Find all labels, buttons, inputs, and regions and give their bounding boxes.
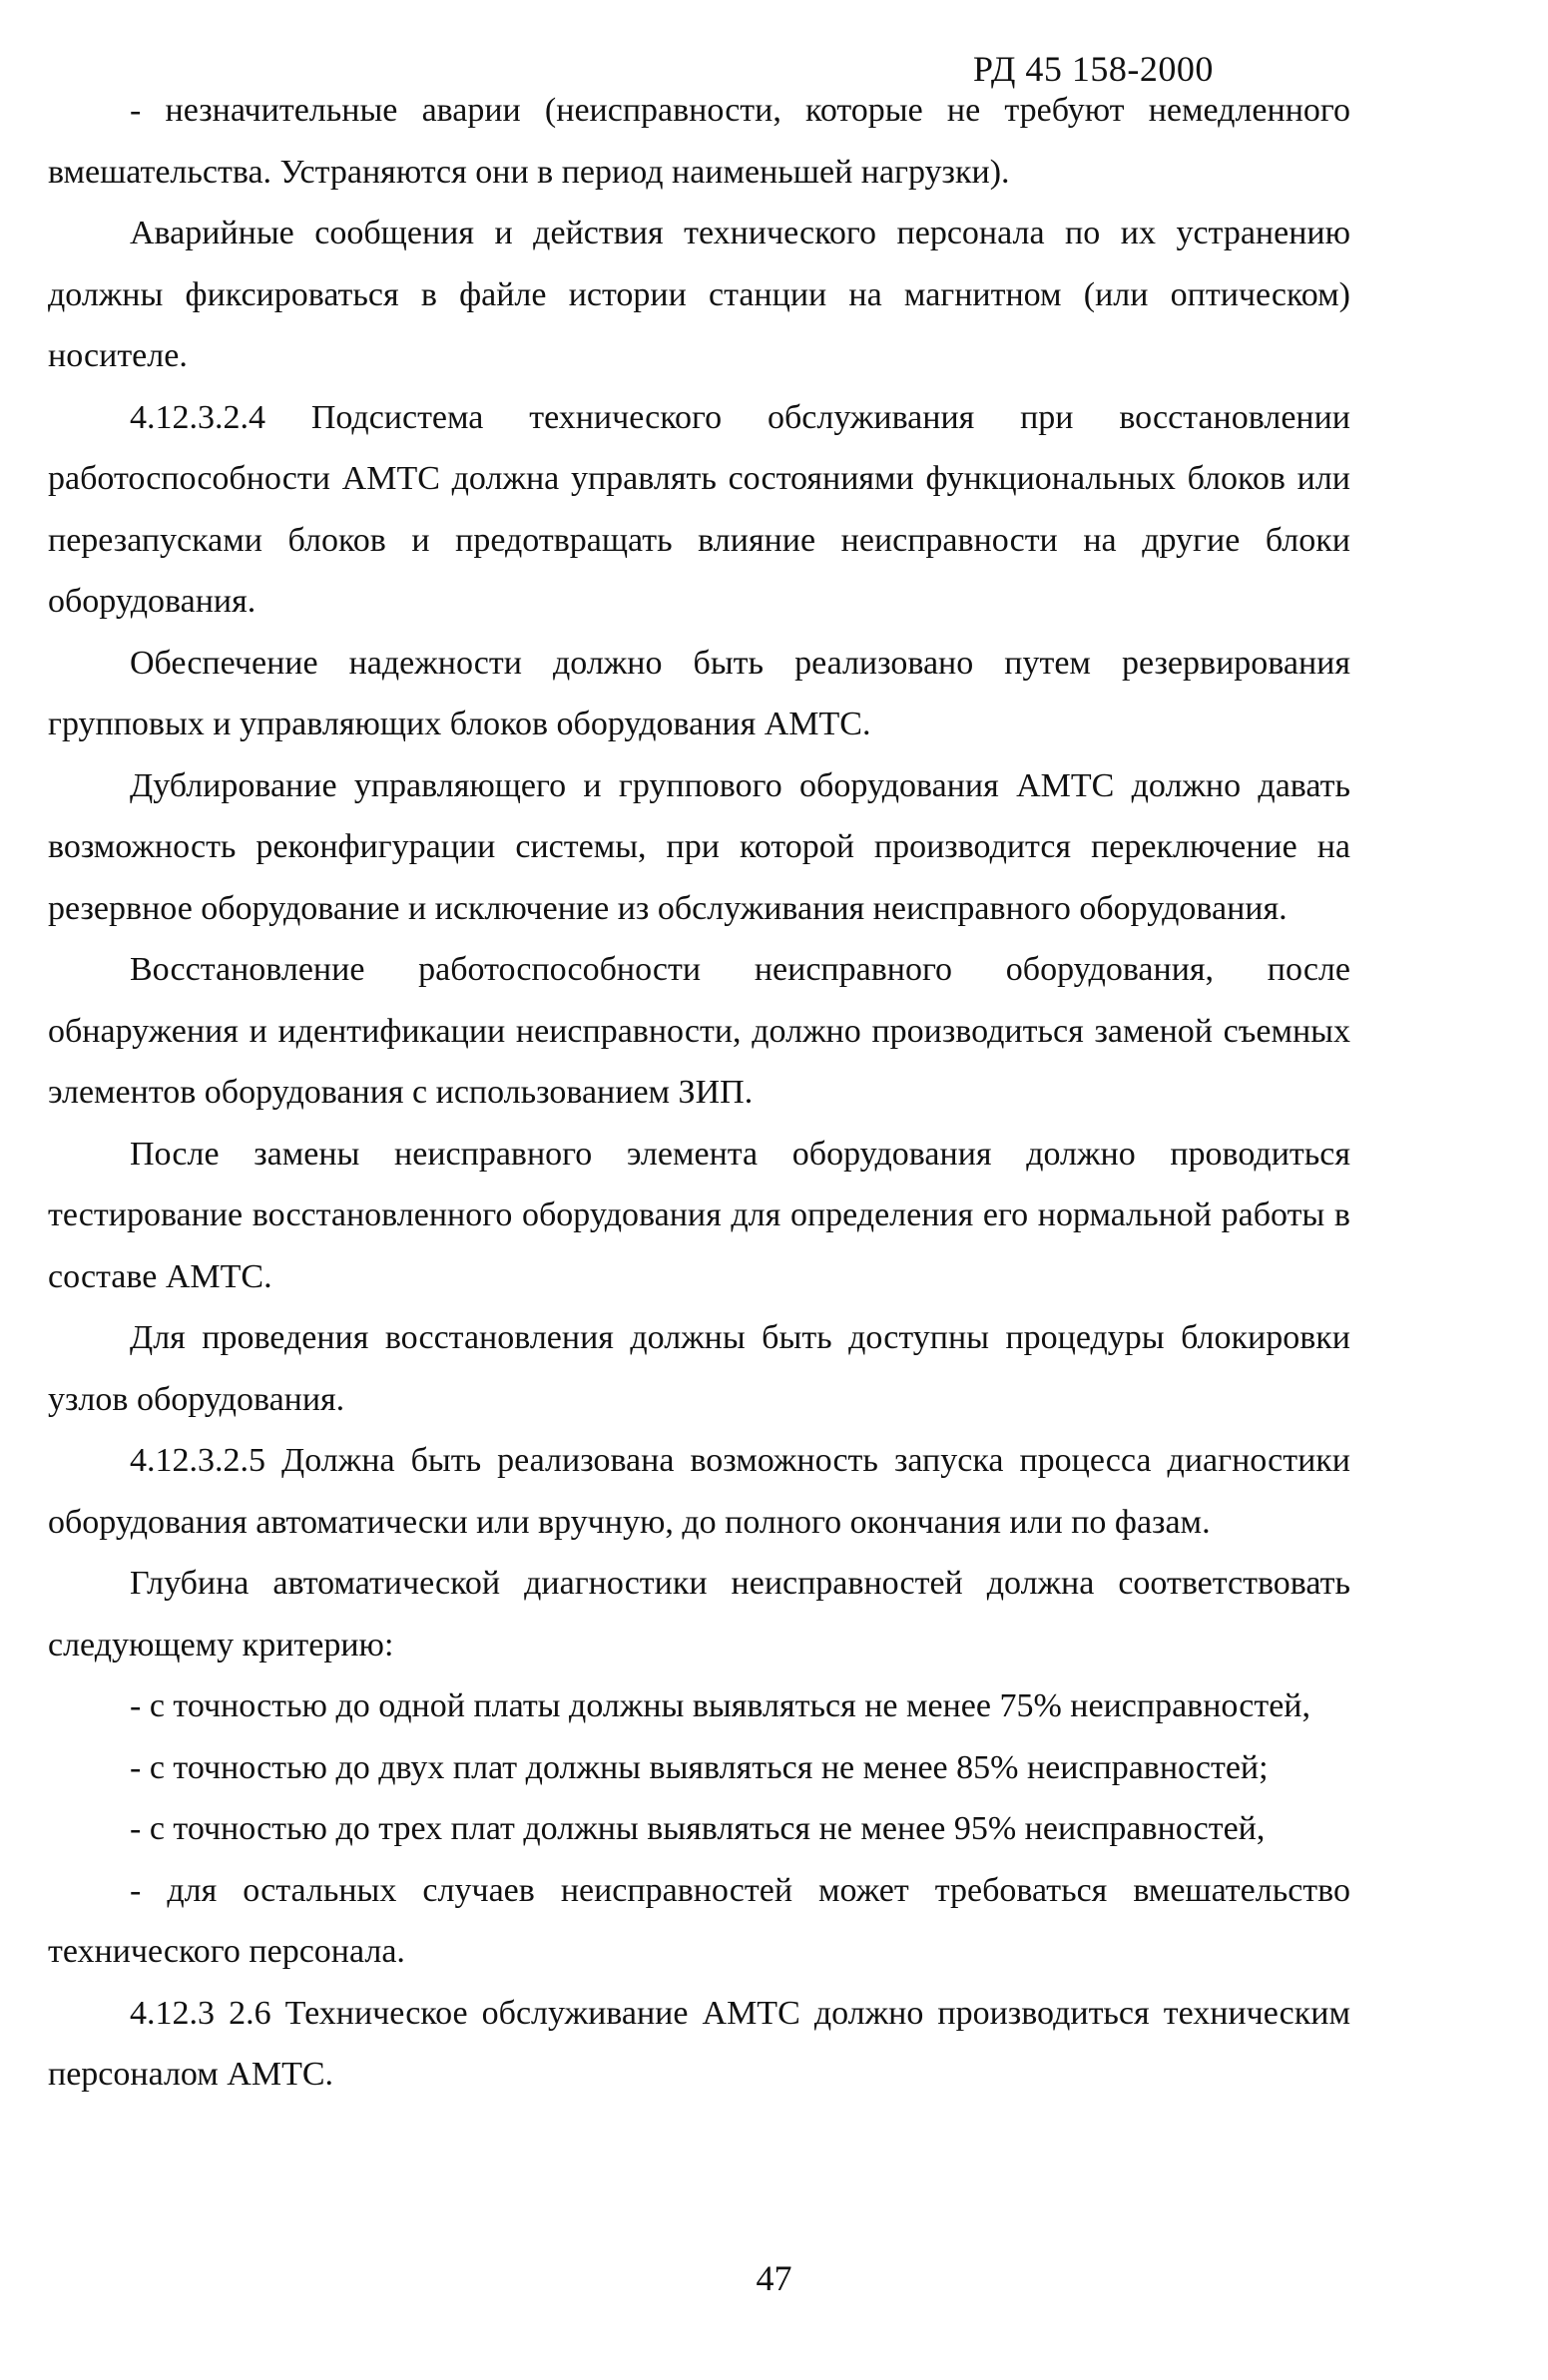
document-code: РД 45 158-2000 — [973, 49, 1214, 89]
page-number: 47 — [756, 2258, 792, 2298]
paragraph: После замены неисправного элемента оборудования должно проводиться тестирование восстановленного оборудования для определения его нормальной работы в составе АМТС. — [48, 1135, 1350, 1295]
paragraph: 4.12.3 2.6 Техническое обслуживание АМТС должно производиться техническим персоналом АМТС. — [48, 1994, 1350, 2093]
list-item: - для остальных случаев неисправностей может требоваться вмешательство технического персонала. — [48, 1871, 1350, 1970]
paragraph: Для проведения восстановления должны быть доступны процедуры блокировки узлов оборудования. — [48, 1319, 1350, 1418]
document-body — [48, 80, 1350, 2106]
paragraph: 4.12.3.2.4 Подсистема технического обслуживания при восстановлении работоспособности АМТС должна управлять состояниями функциональных блоков или перезапусками блоков и предотвращать влияние неисправности на другие блоки оборудования. — [48, 398, 1350, 620]
list-item: - с точностью до одной платы должны выявляться не менее 75% неисправностей, — [130, 1687, 1310, 1724]
list-item: - с точностью до двух плат должны выявляться не менее 85% неисправностей; — [130, 1748, 1269, 1786]
paragraph: Глубина автоматической диагностики неисправностей должна соответствовать следующему критерию: — [48, 1565, 1350, 1664]
paragraph: Аварийные сообщения и действия технического персонала по их устранению должны фиксироваться в файле истории станции на магнитном (или оптическом) носителе. — [48, 215, 1350, 374]
paragraph: Обеспечение надежности должно быть реализовано путем резервирования групповых и управляющих блоков оборудования АМТС. — [48, 644, 1350, 742]
paragraph: 4.12.3.2.5 Должна быть реализована возможность запуска процесса диагностики оборудования автоматически или вручную, до полного окончания или по фазам. — [48, 1442, 1350, 1541]
list-item: - с точностью до трех плат должны выявляться не менее 95% неисправностей, — [130, 1810, 1266, 1847]
paragraph: Дублирование управляющего и группового оборудования АМТС должно давать возможность реконфигурации системы, при которой производится переключение на резервное оборудование и исключение из обслуживания неисправного оборудования. — [48, 766, 1350, 927]
paragraph: - незначительные аварии (неисправности, которые не требуют немедленного вмешательства. Устраняются они в период наименьшей нагрузки). — [48, 92, 1350, 191]
paragraph: Восстановление работоспособности неисправного оборудования, после обнаружения и идентификации неисправности, должно производиться заменой съемных элементов оборудования с использованием ЗИП. — [48, 951, 1350, 1111]
